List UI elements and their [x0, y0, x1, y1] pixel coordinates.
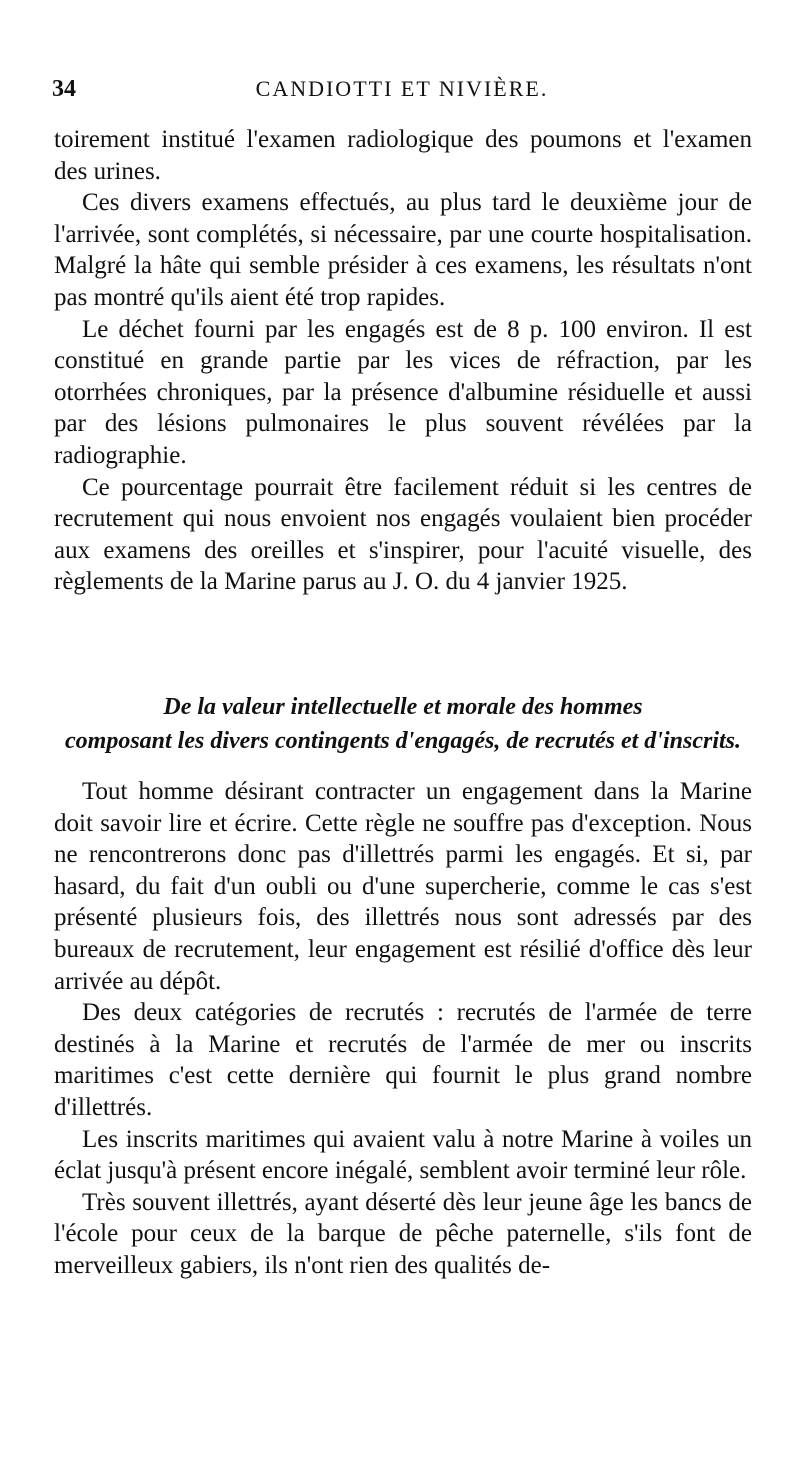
- paragraph: toirement institué l'examen radiologique des poumons et l'examen des urines.: [54, 126, 752, 185]
- section-title-line-1: De la valeur intellectuelle et morale des hommes: [163, 694, 643, 720]
- paragraph: Les inscrits maritimes qui avaient valu à notre Marine à voiles un éclat jusqu'à présent encore inégalé, semblent avoir terminé leur rôle.: [54, 1125, 752, 1185]
- section-title-line-2: composant les divers contingents d'engagés, de recrutés et d'inscrits.: [65, 728, 741, 754]
- running-head: CANDIOTTI ET NIVIÈRE.: [255, 76, 549, 101]
- paragraph: Ce pourcentage pourrait être facilement réduit si les centres de recrutement qui nous envoient nos engagés voulaient bien procéder aux examens des oreilles et s'inspirer, pour l'acuité visuelle, des règlements de la Marine parus au J. O. du 4 janvier 1925.: [54, 473, 752, 596]
- paragraph: Le déchet fourni par les engagés est de 8 p. 100 environ. Il est constitué en grande partie par les vices de réfraction, par les otorrhées chroniques, par la présence d'albumine résiduelle et aussi par des lésions pulmonaires le plus souvent révélées par la radiographie.: [54, 315, 752, 469]
- paragraph: Des deux catégories de recrutés : recrutés de l'armée de terre destinés à la Marine et recrutés de l'armée de mer ou inscrits maritimes c'est cette dernière qui fournit le plus grand nombre d'illettrés.: [54, 999, 752, 1121]
- paragraph: Tout homme désirant contracter un engagement dans la Marine doit savoir lire et écrire. Cette règle ne souffre pas d'exception. Nous ne rencontrerons donc pas d'illettrés parmi les engagés. Et si, par hasard, du fait d'un oubli ou d'une supercherie, comme le cas s'est présenté plusieurs fois, des illettrés nous sont adressés par des bureaux de recrutement, leur engagement est résilié d'office dès leur arrivée au dépôt.: [54, 778, 752, 995]
- section-title: [54, 690, 752, 758]
- page-number: 34: [52, 76, 76, 102]
- text-block-top: [54, 124, 752, 598]
- paragraph: Très souvent illettrés, ayant déserté dès leur jeune âge les bancs de l'école pour ceux de la barque de pêche paternelle, s'ils font de merveilleux gabiers, ils n'ont rien des qualités de-: [54, 1188, 752, 1279]
- paragraph: Ces divers examens effectués, au plus tard le deuxième jour de l'arrivée, sont complétés, si nécessaire, par une courte hospitalisation. Malgré la hâte qui semble présider à ces examens, les résultats n'ont pas montré qu'ils aient été trop rapides.: [54, 189, 752, 311]
- page-header: [52, 76, 752, 110]
- text-block-bottom: [54, 776, 752, 1282]
